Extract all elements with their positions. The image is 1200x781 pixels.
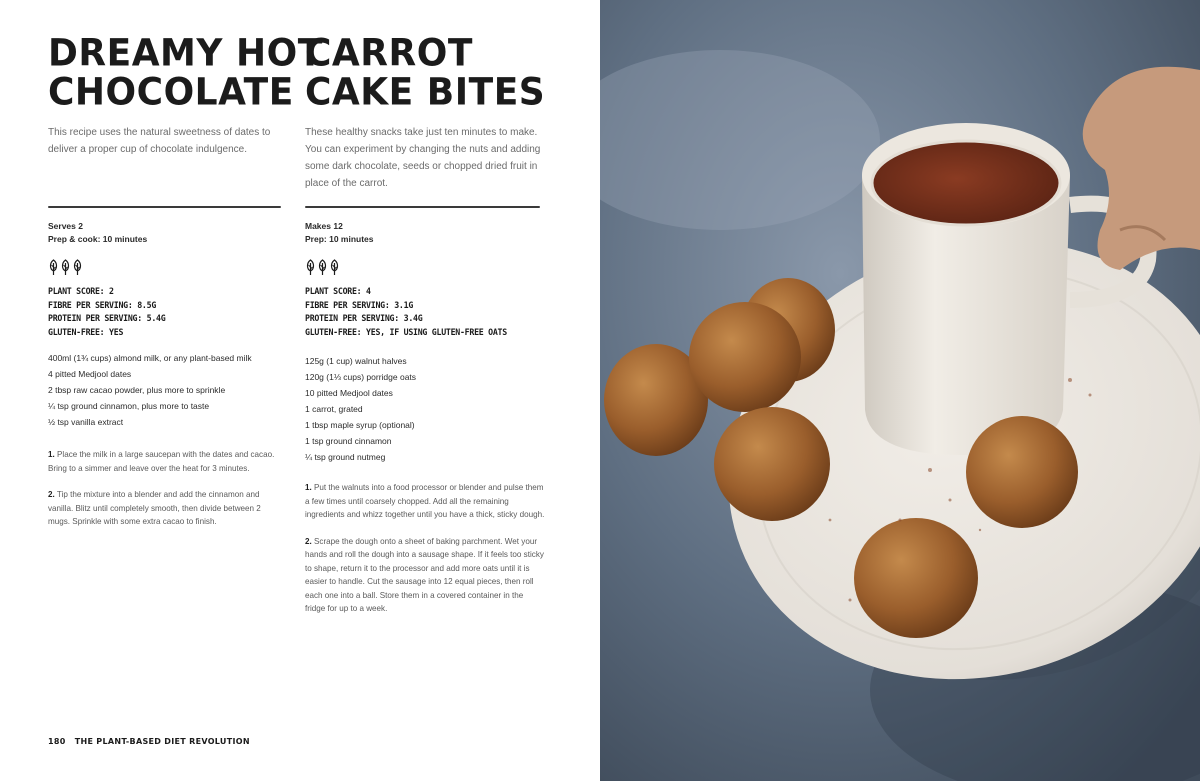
nutrition-stats bbox=[305, 286, 507, 340]
step-number: 2. bbox=[305, 536, 312, 546]
plant-score-text: PLANT SCORE: 2 bbox=[48, 287, 114, 297]
page-number: 180 bbox=[48, 737, 66, 746]
fibre-text: FIBRE PER SERVING: 8.5G bbox=[48, 300, 157, 311]
plant-score-text: PLANT SCORE: 4 bbox=[305, 287, 371, 297]
ingredient-item: 1 carrot, grated bbox=[305, 404, 363, 414]
serves-text: Makes 12 bbox=[305, 221, 343, 231]
serves-text: Serves 2 bbox=[48, 221, 83, 231]
step-text: Tip the mixture into a blender and add the cinnamon and vanilla. Blitz until completely smooth, then divide between 2 mugs. Sprinkle with some extra cacao to finish. bbox=[48, 490, 261, 526]
page-footer bbox=[48, 737, 250, 746]
nutrition-stats bbox=[48, 286, 165, 340]
book-title: THE PLANT-BASED DIET REVOLUTION bbox=[74, 737, 250, 746]
ingredient-item: 120g (1⅓ cups) porridge oats bbox=[305, 372, 417, 382]
divider bbox=[48, 206, 281, 208]
gluten-free-text: GLUTEN-FREE: YES bbox=[48, 327, 124, 338]
recipe-title bbox=[305, 31, 546, 114]
recipe-meta bbox=[305, 220, 374, 246]
recipe-title bbox=[48, 31, 323, 114]
ingredient-item: 10 pitted Medjool dates bbox=[305, 388, 393, 398]
method-step bbox=[48, 488, 283, 529]
ingredient-item: 4 pitted Medjool dates bbox=[48, 369, 132, 379]
recipe-title-line: DREAMY HOT bbox=[48, 31, 323, 75]
ingredient-list bbox=[48, 350, 252, 430]
ingredient-item: ¼ tsp ground nutmeg bbox=[305, 452, 386, 462]
plant-icon bbox=[317, 259, 328, 276]
plant-icon bbox=[329, 259, 340, 276]
step-text: Put the walnuts into a food processor or blender and pulse them a few times until coarsely chopped. Add all the remaining ingredients and whizz together until you have a thick, sticky dough. bbox=[305, 483, 545, 519]
plant-icon bbox=[48, 259, 59, 276]
recipe-title-line: CAKE BITES bbox=[305, 70, 546, 114]
step-number: 2. bbox=[48, 490, 55, 499]
method-step bbox=[48, 448, 283, 475]
fibre-text: FIBRE PER SERVING: 3.1G bbox=[305, 300, 414, 311]
step-text: Scrape the dough onto a sheet of baking parchment. Wet your hands and roll the dough into a sausage shape. If it feels too sticky to shape, return it to the processor and add more oats until it is easier to handle. Cut the sausage into 12 equal pieces, then roll each one into a ball. Store them in a covered container in the fridge for up to a week. bbox=[305, 536, 544, 613]
ingredient-item: 125g (1 cup) walnut halves bbox=[305, 356, 407, 366]
plant-icon bbox=[60, 259, 71, 276]
prep-time-text: Prep & cook: 10 minutes bbox=[48, 234, 148, 244]
bite bbox=[689, 302, 801, 412]
protein-text: PROTEIN PER SERVING: 3.4G bbox=[305, 314, 423, 324]
prep-time-text: Prep: 10 minutes bbox=[305, 234, 374, 244]
step-text: Place the milk in a large saucepan with the dates and cacao. Bring to a simmer and leave over the heat for 3 minutes. bbox=[48, 450, 275, 473]
recipe-intro: These healthy snacks take just ten minutes to make. You can experiment by changing the nuts and adding some dark chocolate, seeds or chopped dried fruit in place of the carrot. bbox=[305, 127, 541, 189]
ingredient-item: 1 tsp ground cinnamon bbox=[305, 436, 392, 446]
photo-illustration bbox=[600, 0, 1200, 781]
protein-text: PROTEIN PER SERVING: 5.4G bbox=[48, 314, 166, 324]
method-step bbox=[305, 481, 545, 522]
method-steps bbox=[305, 481, 545, 629]
ingredient-item: 1 tbsp maple syrup (optional) bbox=[305, 420, 415, 430]
plant-score-icons bbox=[48, 259, 83, 276]
ingredient-item: ¼ tsp ground cinnamon, plus more to taste bbox=[48, 401, 210, 411]
plant-icon bbox=[72, 259, 83, 276]
recipe-title-line: CARROT bbox=[305, 31, 473, 75]
ingredient-list bbox=[305, 353, 416, 465]
step-number: 1. bbox=[48, 450, 55, 459]
gluten-free-text: GLUTEN-FREE: YES, IF USING GLUTEN-FREE OATS bbox=[305, 327, 507, 338]
bite bbox=[966, 416, 1078, 528]
method-step bbox=[305, 535, 545, 616]
ingredient-item: 2 tbsp raw cacao powder, plus more to sprinkle bbox=[48, 385, 226, 395]
recipe-photo bbox=[600, 0, 1200, 781]
recipe-intro: This recipe uses the natural sweetness of dates to deliver a proper cup of chocolate indulgence. bbox=[48, 127, 271, 155]
plant-icon bbox=[305, 259, 316, 276]
recipe-meta bbox=[48, 220, 147, 246]
ingredient-item: ½ tsp vanilla extract bbox=[48, 417, 124, 427]
divider bbox=[305, 206, 540, 208]
step-number: 1. bbox=[305, 483, 312, 492]
recipe-title-line: CHOCOLATE bbox=[48, 70, 294, 114]
plant-score-icons bbox=[305, 259, 340, 276]
method-steps bbox=[48, 448, 283, 542]
bite bbox=[714, 407, 830, 521]
bite bbox=[854, 518, 978, 638]
ingredient-item: 400ml (1¾ cups) almond milk, or any plant-based milk bbox=[48, 353, 252, 363]
